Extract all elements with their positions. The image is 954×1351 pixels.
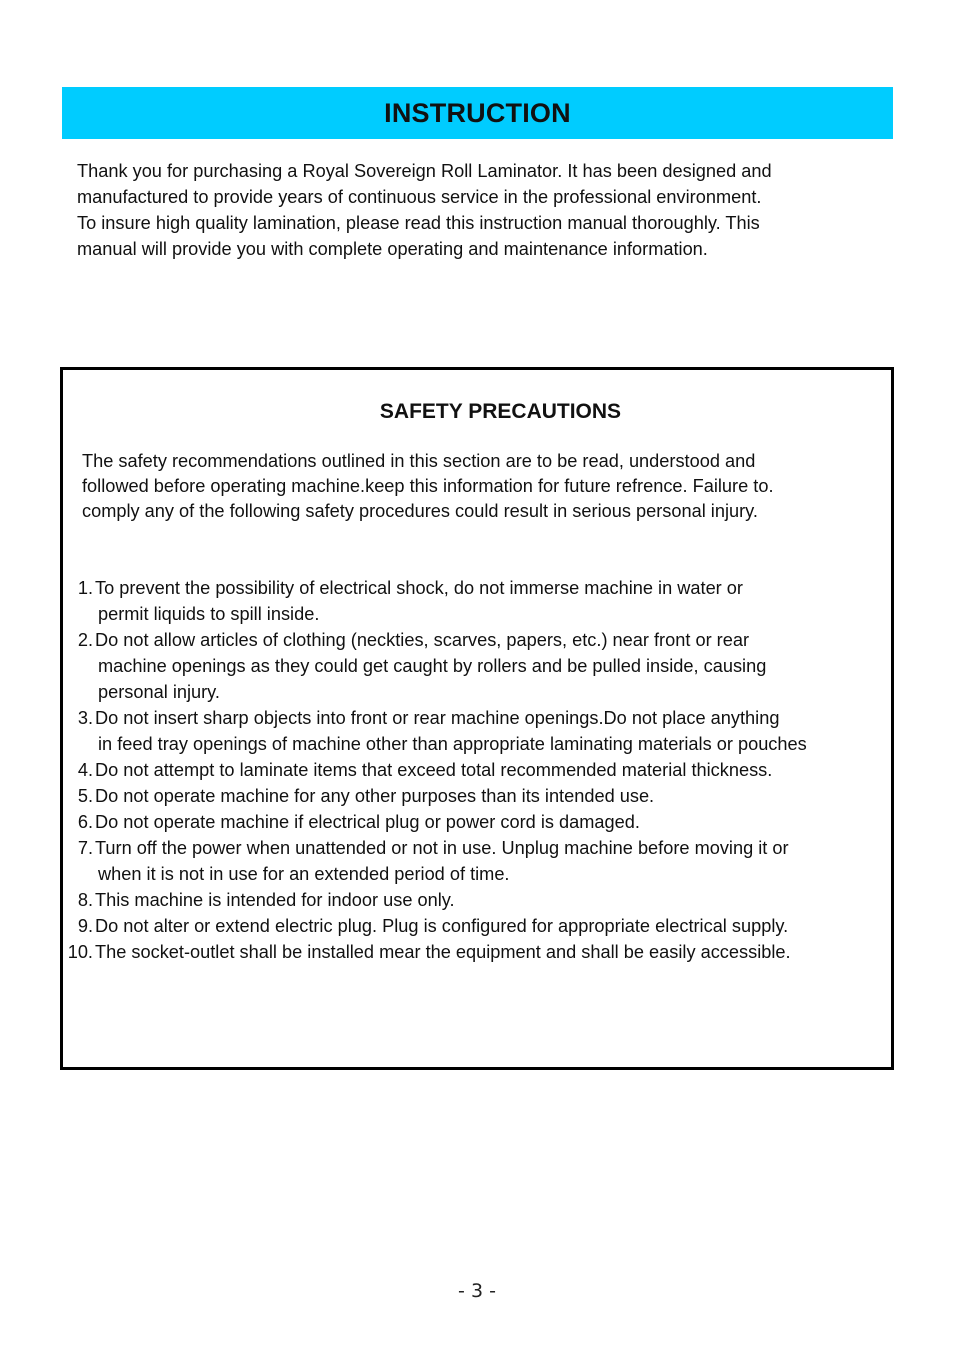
rule-text: To prevent the possibility of electrical shock, do not immerse machine in water or bbox=[95, 578, 743, 598]
rule-number: 9. bbox=[77, 916, 93, 936]
rule-number: 8. bbox=[77, 890, 93, 910]
rule-text: permit liquids to spill inside. bbox=[98, 604, 320, 624]
rule-text: Do not operate machine for any other purposes than its intended use. bbox=[95, 786, 655, 806]
safety-rule bbox=[63, 913, 888, 939]
intro-line: To insure high quality lamination, please read this instruction manual thoroughly. This bbox=[77, 213, 760, 233]
rule-number: 5. bbox=[77, 786, 93, 806]
safety-intro-line: The safety recommendations outlined in this section are to be read, understood and bbox=[82, 451, 756, 471]
rule-text: when it is not in use for an extended period of time. bbox=[98, 864, 510, 884]
rule-text: Do not alter or extend electric plug. Plug is configured for appropriate electrical supply. bbox=[95, 916, 789, 936]
safety-rule bbox=[63, 783, 888, 809]
safety-title: SAFETY PRECAUTIONS bbox=[379, 400, 622, 423]
rule-text: This machine is intended for indoor use only. bbox=[95, 890, 455, 910]
page-number: - 3 - bbox=[458, 1280, 496, 1302]
safety-rule bbox=[63, 809, 888, 835]
intro-paragraph bbox=[77, 158, 887, 262]
safety-rule bbox=[63, 939, 888, 965]
rule-text: Do not insert sharp objects into front or rear machine openings.Do not place anything bbox=[95, 708, 780, 728]
rule-number: 1. bbox=[77, 578, 93, 598]
safety-rule bbox=[63, 757, 888, 783]
intro-line: manual will provide you with complete operating and maintenance information. bbox=[77, 239, 708, 259]
safety-rule bbox=[63, 835, 888, 887]
rule-text: Do not allow articles of clothing (neckties, scarves, papers, etc.) near front or rear bbox=[95, 630, 750, 650]
safety-intro-paragraph bbox=[82, 449, 882, 524]
rule-text: Do not attempt to laminate items that exceed total recommended material thickness. bbox=[95, 760, 773, 780]
page-title: INSTRUCTION bbox=[384, 97, 571, 128]
safety-intro-line: comply any of the following safety procedures could result in serious personal injury. bbox=[82, 501, 758, 521]
rule-text: The socket-outlet shall be installed mear the equipment and shall be easily accessible. bbox=[95, 942, 791, 962]
rule-number: 2. bbox=[77, 630, 93, 650]
instruction-header-bar bbox=[62, 87, 893, 139]
safety-rule bbox=[63, 627, 888, 705]
safety-rule bbox=[63, 887, 888, 913]
safety-rule bbox=[63, 705, 888, 757]
safety-rules-list bbox=[63, 575, 888, 965]
rule-number: 10. bbox=[67, 942, 93, 962]
safety-precautions-box bbox=[60, 367, 894, 1070]
rule-text: in feed tray openings of machine other than appropriate laminating materials or pouches bbox=[98, 734, 807, 754]
safety-intro-line: followed before operating machine.keep this information for future refrence. Failure to. bbox=[82, 476, 774, 496]
safety-rule bbox=[63, 575, 888, 627]
intro-line: Thank you for purchasing a Royal Sovereign Roll Laminator. It has been designed and bbox=[77, 161, 772, 181]
rule-text: machine openings as they could get caught by rollers and be pulled inside, causing bbox=[98, 656, 767, 676]
rule-number: 7. bbox=[77, 838, 93, 858]
rule-text: Turn off the power when unattended or not in use. Unplug machine before moving it or bbox=[95, 838, 789, 858]
rule-number: 4. bbox=[77, 760, 93, 780]
rule-text: personal injury. bbox=[98, 682, 220, 702]
rule-text: Do not operate machine if electrical plug or power cord is damaged. bbox=[95, 812, 640, 832]
rule-number: 3. bbox=[77, 708, 93, 728]
rule-number: 6. bbox=[77, 812, 93, 832]
intro-line: manufactured to provide years of continuous service in the professional environment. bbox=[77, 187, 762, 207]
